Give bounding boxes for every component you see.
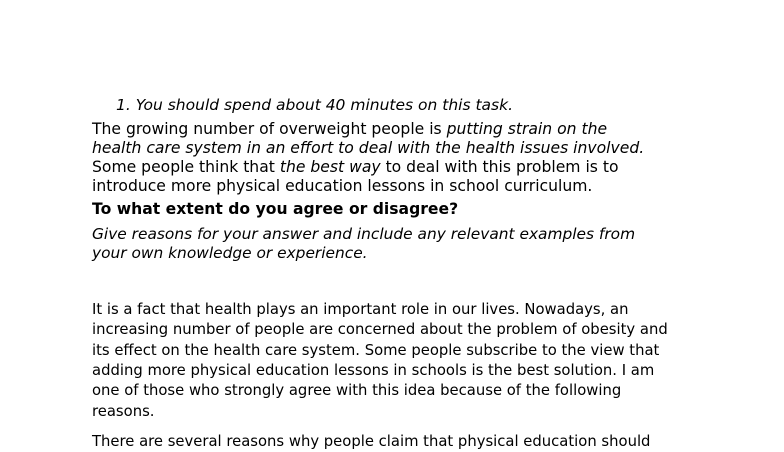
essay-paragraph-1-line-2: increasing number of people are concerned about the problem of obesity and <box>92 321 668 338</box>
prompt-line-4 <box>92 177 592 196</box>
task-time-instruction: You should spend about 40 minutes on this task. <box>135 96 514 114</box>
essay-paragraph-1-line-3: its effect on the health care system. Some people subscribe to the view that <box>92 342 660 359</box>
instruction-line-2: your own knowledge or experience. <box>92 244 368 262</box>
prompt-line-3 <box>92 158 619 177</box>
task-instruction-item <box>116 96 513 114</box>
instruction-line-1: Give reasons for your answer and include any relevant examples from <box>92 225 636 243</box>
essay-question: To what extent do you agree or disagree? <box>92 200 459 218</box>
essay-paragraph-1-line-4: adding more physical education lessons in schools is the best solution. I am <box>92 362 655 379</box>
essay-paragraph-1-line-6: reasons. <box>92 403 155 420</box>
list-number: 1. <box>116 96 131 114</box>
essay-paragraph-1-line-5: one of those who strongly agree with this idea because of the following <box>92 382 622 399</box>
prompt-line-3-text-a: Some people think that <box>92 158 280 176</box>
prompt-line-3-emphasis: the best way <box>279 158 381 176</box>
prompt-line-1-emphasis: putting strain on the <box>446 120 608 138</box>
prompt-line-2 <box>92 139 644 158</box>
essay-paragraph-1-line-1: It is a fact that health plays an important role in our lives. Nowadays, an <box>92 301 629 318</box>
essay-paragraph-2-line-1: There are several reasons why people claim that physical education should <box>92 433 651 450</box>
prompt-line-4-text: introduce more physical education lessons in school curriculum. <box>92 177 593 195</box>
prompt-line-1-text: The growing number of overweight people is <box>92 120 447 138</box>
prompt-line-1 <box>92 120 607 139</box>
prompt-line-2-emphasis: health care system in an effort to deal with the health issues involved. <box>92 139 645 157</box>
prompt-line-3-text-b: to deal with this problem is to <box>380 158 619 176</box>
